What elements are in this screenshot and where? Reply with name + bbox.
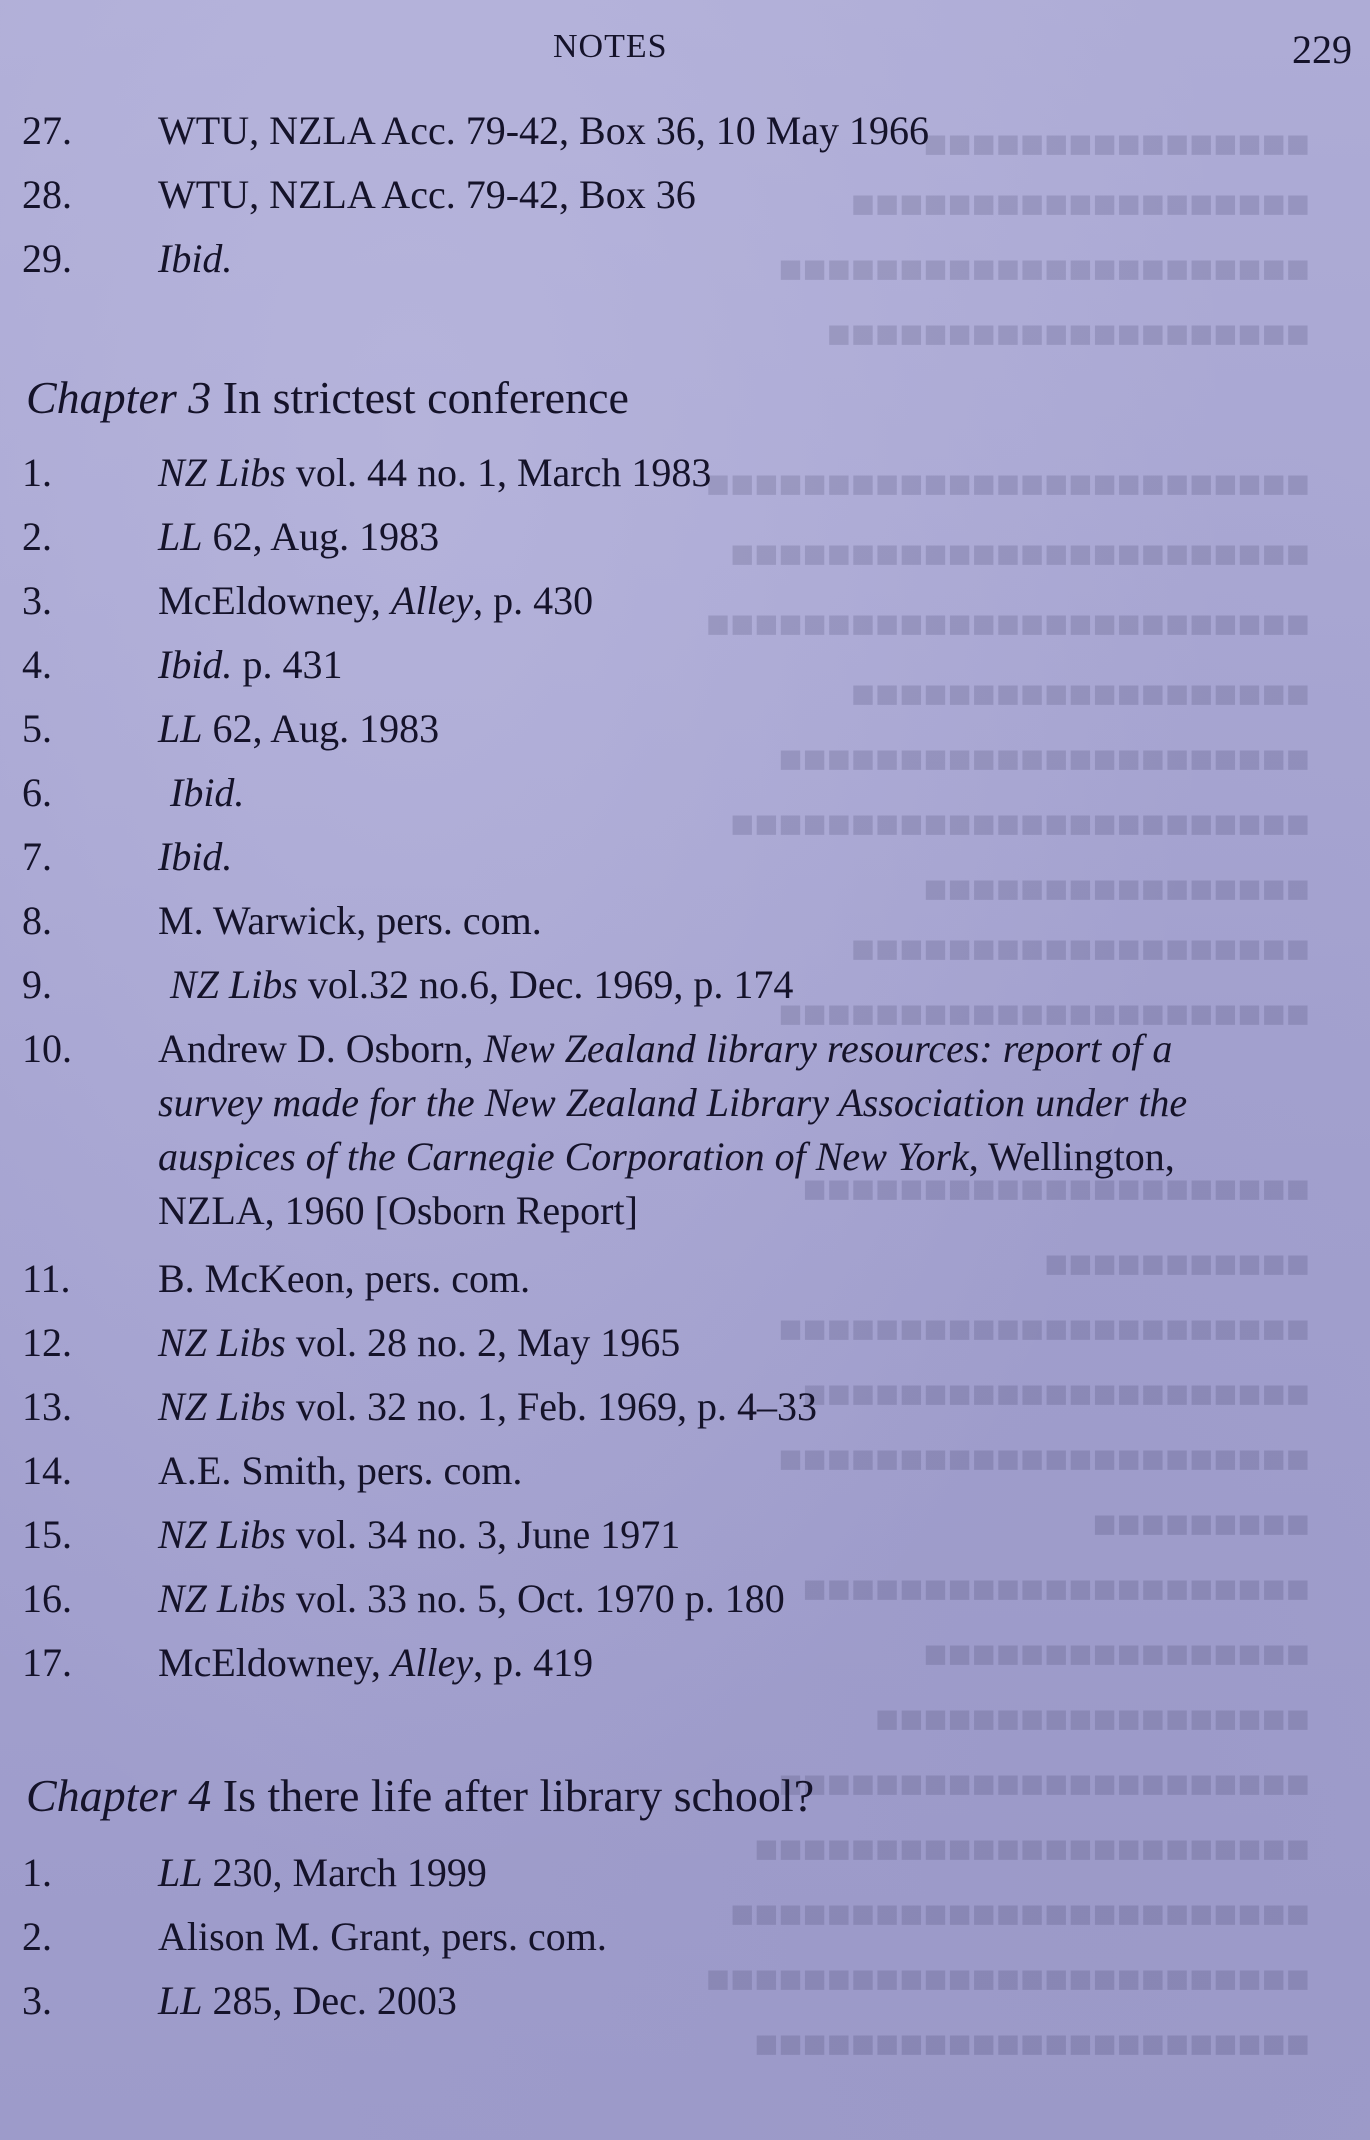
note-text: vol. 44 no. 1, March 1983 [285,450,712,495]
note-number: 16. [22,1576,72,1621]
note-text: WTU, NZLA Acc. 79-42, Box 36 [158,172,696,217]
chapter-4-heading [26,1768,814,1824]
note-text: M. Warwick, pers. com. [158,898,542,943]
note-text: Andrew D. Osborn, [158,1026,484,1071]
note-text-italic: New Zealand library resources: report of a survey made for the New Zealand Library Association under the auspices of the Carnegie Corporation of New York [158,1026,1188,1179]
note-text-italic: LL [158,514,203,559]
note-text: Ibid. [158,236,233,281]
note-number: 1. [22,450,52,495]
note-text-italic: NZ Libs [158,1320,286,1365]
note-text: , Wellington, NZLA, 1960 [Osborn Report] [158,1134,1175,1233]
note-text: McEldowney, [158,578,391,623]
note-text: WTU, NZLA Acc. 79-42, Box 36, 10 May 1966 [158,108,930,153]
note-text-italic: NZ Libs [158,450,286,495]
note-text: Alison M. Grant, pers. com. [158,1914,607,1959]
chapter-label: Chapter 4 [26,1770,212,1821]
note-text-italic: NZ Libs [158,1576,286,1621]
note-number: 7. [22,834,52,879]
note-text-italic: LL [158,1978,203,2023]
note-text: McEldowney, [158,1640,391,1685]
note-number: 9. [22,962,52,1007]
note-text: 62, Aug. 1983 [202,706,440,751]
note-text: vol.32 no.6, Dec. 1969, p. 174 [297,962,794,1007]
note-text-italic: NZ Libs [158,1384,286,1429]
note-number: 15. [22,1512,72,1557]
note-text-italic: Alley [390,578,474,623]
note-text: vol. 34 no. 3, June 1971 [285,1512,681,1557]
note-text: 230, March 1999 [202,1850,487,1895]
note-text: , p. 419 [473,1640,594,1685]
page-number: 229 [1292,27,1352,72]
chapter-label: Chapter 3 [26,372,212,423]
note-text-italic: Alley [390,1640,474,1685]
note-text: , p. 430 [473,578,594,623]
note-text: B. McKeon, pers. com. [158,1256,531,1301]
running-head: NOTES [553,28,668,65]
note-text: 62, Aug. 1983 [202,514,440,559]
note-number: 8. [22,898,52,943]
note-text: p. 431 [232,642,343,687]
page-header [0,22,1370,72]
note-text: vol. 32 no. 1, Feb. 1969, p. 4–33 [285,1384,817,1429]
chapter-title: Is there life after library school? [211,1770,815,1821]
note-text: 285, Dec. 2003 [202,1978,457,2023]
note-number: 3. [22,578,52,623]
note-text-italic: Ibid. [158,834,233,879]
note-number: 11. [22,1256,71,1301]
note-number: 14. [22,1448,72,1493]
note-text-italic: Ibid. [158,642,233,687]
note-number: 3. [22,1978,52,2023]
note-number: 29. [22,236,72,281]
note-number: 13. [22,1384,72,1429]
note-text-italic: NZ Libs [170,962,298,1007]
note-text-italic: NZ Libs [158,1512,286,1557]
bleed-through-texture: ■■■■■■■■■■■■■■■■ ■■■■■■■■■■■■■■■■■■■ ■■■■■■■■■■■■■■■■■■■■■■ ■■■■■■■■■■■■■■■■■■■■ ■■■■■■■■■■■■■■■■■■■■■■■■■ ■■■■■■■■■■■■■■■■■■■■■■■■ ■■■■■■■■■■■■■■■■■■■■■■■■■ ■■■■■■■■■■■■■■■■■■■ ■■■■■■■■■■■■■■■■■■■■■■ ■■■■■■■■■■■■■■■■■■■■■■■■ ■■■■■■■■■■■■■■■■ ■■■■■■■■■■■■■■■■■■■ ■■■■■■■■■■■■■■■■■■■■■■ ■■■■■■■■■■■■■■■■■■■■■ ■■■■■■■■■■■ ■■■■■■■■■■■■■■■■■■■■■■ ■■■■■■■■■■■■■■■■■■■■■ ■■■■■■■■■■■■■■■■■■■■■■ ■■■■■■■■■ ■■■■■■■■■■■■■■■■■■■■■ ■■■■■■■■■■■■■■■■ ■■■■■■■■■■■■■■■■■■ ■■■■■■■■■■■■■■■■■■■■■■ ■■■■■■■■■■■■■■■■■■■■■■■ ■■■■■■■■■■■■■■■■■■■■■■■■ ■■■■■■■■■■■■■■■■■■■■■■■■■ ■■■■■■■■■■■■■■■■■■■■■■■ [705,121,1310,2066]
note-text-italic: LL [158,706,203,751]
note-text: vol. 33 no. 5, Oct. 1970 p. 180 [285,1576,785,1621]
note-number: 1. [22,1850,52,1895]
note-number: 17. [22,1640,72,1685]
note-number: 27. [22,108,72,153]
note-number: 4. [22,642,52,687]
note-number: 2. [22,514,52,559]
note-text: vol. 28 no. 2, May 1965 [285,1320,681,1365]
note-text-italic: LL [158,1850,203,1895]
note-number: 10. [22,1026,72,1071]
note-number: 5. [22,706,52,751]
chapter-3-heading [26,370,629,426]
note-number: 6. [22,770,52,815]
note-number: 2. [22,1914,52,1959]
note-text: A.E. Smith, pers. com. [158,1448,523,1493]
note-text-italic: Ibid. [170,770,245,815]
note-number: 28. [22,172,72,217]
note-number: 12. [22,1320,72,1365]
chapter-title: In strictest conference [211,372,629,423]
